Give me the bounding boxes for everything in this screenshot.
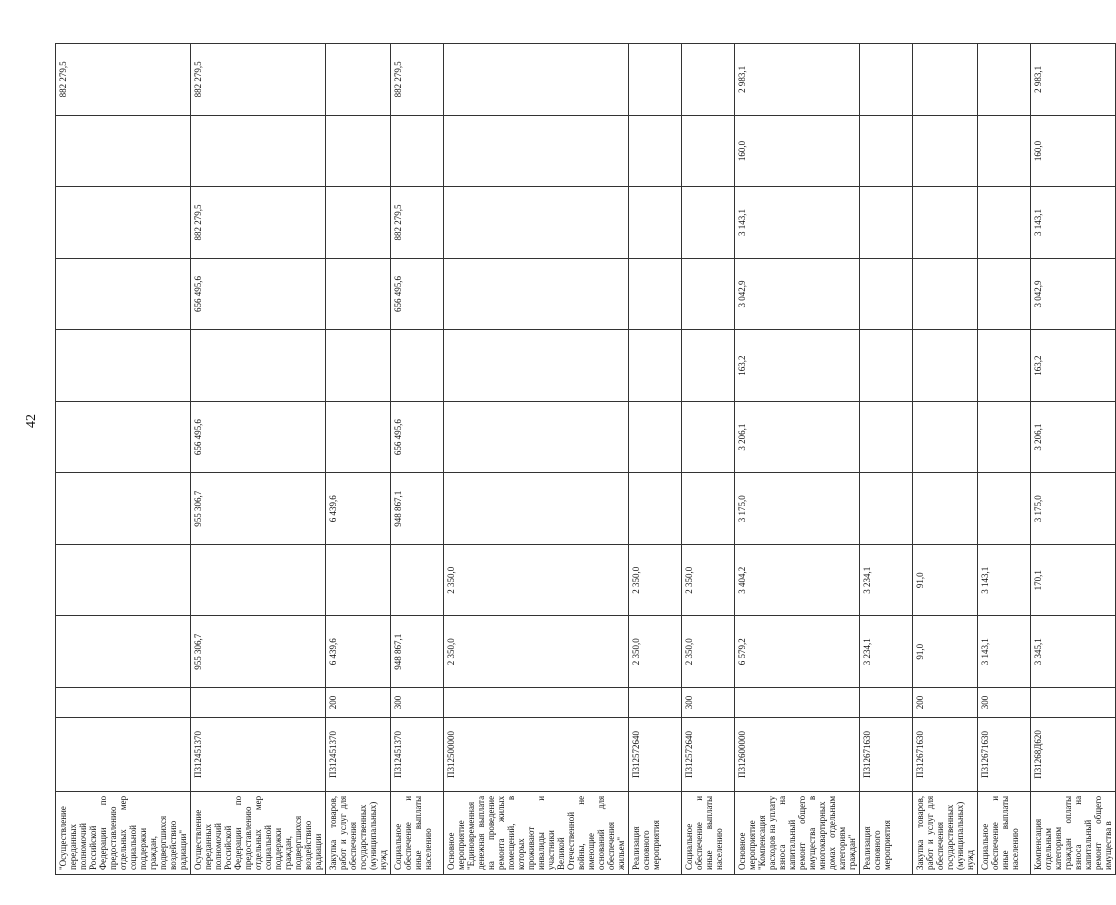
cell-vr — [629, 688, 682, 718]
cell-v3 — [913, 473, 978, 545]
cell-vr — [444, 688, 629, 718]
cell-v8 — [913, 115, 978, 187]
budget-table — [55, 43, 1116, 875]
cell-v9 — [682, 44, 735, 116]
cell-v9 — [860, 44, 913, 116]
cell-code: П312451370 — [191, 718, 326, 792]
cell-v4 — [913, 401, 978, 473]
cell-v5: 163,2 — [1031, 330, 1116, 402]
cell-v4: 656 495,6 — [391, 401, 444, 473]
cell-v8 — [629, 115, 682, 187]
cell-v1: 6 439,6 — [326, 616, 391, 688]
cell-v3: 6 439,6 — [326, 473, 391, 545]
table-row — [191, 44, 326, 875]
cell-v7 — [913, 187, 978, 259]
cell-v6: 3 042,9 — [1031, 258, 1116, 330]
cell-code: П312671630 — [978, 718, 1031, 792]
cell-v2: 2 350,0 — [629, 544, 682, 616]
cell-v3: 3 175,0 — [735, 473, 860, 545]
cell-v7: 3 143,1 — [1031, 187, 1116, 259]
cell-v4 — [978, 401, 1031, 473]
cell-v2 — [191, 544, 326, 616]
cell-v5 — [391, 330, 444, 402]
cell-v9: 882 279,5 — [191, 44, 326, 116]
cell-v8: 160,0 — [735, 115, 860, 187]
table-row — [682, 44, 735, 875]
cell-name: Реализация основного мероприятия — [629, 791, 682, 874]
cell-v2: 2 350,0 — [682, 544, 735, 616]
cell-v3: 955 306,7 — [191, 473, 326, 545]
cell-v2: 170,1 — [1031, 544, 1116, 616]
cell-v3: 948 867,1 — [391, 473, 444, 545]
cell-vr — [860, 688, 913, 718]
cell-v2 — [56, 544, 191, 616]
cell-v7 — [326, 187, 391, 259]
cell-v9 — [629, 44, 682, 116]
cell-name: Социальное обеспечение и иные выплаты населению — [391, 791, 444, 874]
cell-v7 — [444, 187, 629, 259]
cell-code: П31268Д620 — [1031, 718, 1116, 792]
cell-v8 — [978, 115, 1031, 187]
cell-v1: 2 350,0 — [629, 616, 682, 688]
cell-v3 — [629, 473, 682, 545]
cell-vr — [1031, 688, 1116, 718]
cell-v8 — [56, 115, 191, 187]
cell-v9: 2 983,1 — [735, 44, 860, 116]
cell-code: П312451370 — [326, 718, 391, 792]
cell-v3 — [860, 473, 913, 545]
cell-name: Реализация основного мероприятия — [860, 791, 913, 874]
cell-v2: 3 404,2 — [735, 544, 860, 616]
cell-v8 — [860, 115, 913, 187]
cell-v7: 882 279,5 — [391, 187, 444, 259]
cell-v6 — [444, 258, 629, 330]
cell-v6 — [629, 258, 682, 330]
cell-v5 — [326, 330, 391, 402]
cell-v3: 3 175,0 — [1031, 473, 1116, 545]
cell-v6: 656 495,6 — [191, 258, 326, 330]
cell-v1: 948 867,1 — [391, 616, 444, 688]
cell-v5 — [191, 330, 326, 402]
cell-v7: 3 143,1 — [735, 187, 860, 259]
cell-v1: 6 579,2 — [735, 616, 860, 688]
cell-v4: 3 206,1 — [735, 401, 860, 473]
cell-code — [56, 718, 191, 792]
cell-name: Закупка товаров, работ и услуг для обеспечения государственных (муниципальных) нужд — [913, 791, 978, 874]
cell-v5 — [682, 330, 735, 402]
cell-v4 — [326, 401, 391, 473]
table-row — [913, 44, 978, 875]
rotated-table-page — [55, 43, 1113, 875]
cell-code: П312671630 — [913, 718, 978, 792]
cell-v6 — [326, 258, 391, 330]
cell-v3 — [682, 473, 735, 545]
cell-v5: 163,2 — [735, 330, 860, 402]
cell-v7 — [978, 187, 1031, 259]
page-number: 42 — [24, 414, 39, 428]
cell-v1: 2 350,0 — [682, 616, 735, 688]
cell-v6: 656 495,6 — [391, 258, 444, 330]
cell-v4: 3 206,1 — [1031, 401, 1116, 473]
table-row — [735, 44, 860, 875]
cell-vr — [56, 688, 191, 718]
cell-v9 — [326, 44, 391, 116]
cell-name: Основное мероприятие "Компенсация расходов на уплату взноса на капитальный ремонт общего имущества в многоквартирных домах отдельным категориям граждан" — [735, 791, 860, 874]
cell-name: Социальное обеспечение и иные выплаты населению — [682, 791, 735, 874]
cell-v5 — [913, 330, 978, 402]
cell-v4 — [860, 401, 913, 473]
cell-v4 — [629, 401, 682, 473]
cell-v2: 3 143,1 — [978, 544, 1031, 616]
cell-name: Осуществление переданных полномочий Российской Федерации по предоставлению отдельных мер социальной поддержки граждан, подвергшихся воздействию радиации — [191, 791, 326, 874]
cell-v1 — [56, 616, 191, 688]
table-row — [1031, 44, 1116, 875]
cell-v8 — [191, 115, 326, 187]
cell-v5 — [629, 330, 682, 402]
cell-v2: 2 350,0 — [444, 544, 629, 616]
cell-vr: 200 — [326, 688, 391, 718]
cell-code: П312671630 — [860, 718, 913, 792]
cell-code: П312572640 — [682, 718, 735, 792]
cell-v7 — [56, 187, 191, 259]
cell-v3 — [56, 473, 191, 545]
cell-vr: 200 — [913, 688, 978, 718]
cell-vr — [191, 688, 326, 718]
cell-name: Основное мероприятие "Единовременная денежная выплата на проведение ремонта жилых помещений, в которых проживают инвалиды и участники Великой Отечественной войны, не имеющие оснований для обеспечения жильем" — [444, 791, 629, 874]
cell-vr — [735, 688, 860, 718]
cell-v5 — [444, 330, 629, 402]
cell-v8 — [391, 115, 444, 187]
cell-v1: 91,0 — [913, 616, 978, 688]
cell-v4 — [682, 401, 735, 473]
cell-v3 — [978, 473, 1031, 545]
cell-v6 — [56, 258, 191, 330]
cell-v6: 3 042,9 — [735, 258, 860, 330]
cell-v7: 882 279,5 — [191, 187, 326, 259]
cell-v1: 3 143,1 — [978, 616, 1031, 688]
table-row — [860, 44, 913, 875]
cell-v6 — [978, 258, 1031, 330]
cell-v9: 882 279,5 — [391, 44, 444, 116]
cell-v2 — [391, 544, 444, 616]
cell-v4: 656 495,6 — [191, 401, 326, 473]
cell-v3 — [444, 473, 629, 545]
cell-v4 — [444, 401, 629, 473]
cell-v1: 955 306,7 — [191, 616, 326, 688]
cell-name: Социальное обеспечение и иные выплаты населению — [978, 791, 1031, 874]
cell-v9 — [444, 44, 629, 116]
cell-v9 — [978, 44, 1031, 116]
table-row — [56, 44, 191, 875]
cell-v7 — [860, 187, 913, 259]
cell-v2: 91,0 — [913, 544, 978, 616]
cell-v8 — [444, 115, 629, 187]
cell-v6 — [913, 258, 978, 330]
cell-v9: 882 279,5 — [56, 44, 191, 116]
cell-v6 — [860, 258, 913, 330]
cell-v8 — [326, 115, 391, 187]
table-row — [629, 44, 682, 875]
cell-v5 — [978, 330, 1031, 402]
cell-vr: 300 — [682, 688, 735, 718]
cell-v8 — [682, 115, 735, 187]
cell-v2 — [326, 544, 391, 616]
table-row — [978, 44, 1031, 875]
cell-name: "Осуществление переданных полномочий Российской Федерации по предоставлению отдельных мер социальной поддержки граждан, подвергшихся воздействию радиации" — [56, 791, 191, 874]
cell-v5 — [56, 330, 191, 402]
cell-v7 — [629, 187, 682, 259]
cell-v1: 3 234,1 — [860, 616, 913, 688]
cell-name: Компенсация отдельным категориям граждан оплаты взноса на капитальный ремонт общего имущества в — [1031, 791, 1116, 874]
table-row — [326, 44, 391, 875]
cell-name: Закупка товаров, работ и услуг для обеспечения государственных (муниципальных) нужд — [326, 791, 391, 874]
cell-code: П312600000 — [735, 718, 860, 792]
cell-v8: 160,0 — [1031, 115, 1116, 187]
cell-v9 — [913, 44, 978, 116]
cell-v4 — [56, 401, 191, 473]
cell-v6 — [682, 258, 735, 330]
table-row — [444, 44, 629, 875]
cell-v9: 2 983,1 — [1031, 44, 1116, 116]
cell-vr: 300 — [978, 688, 1031, 718]
cell-vr: 300 — [391, 688, 444, 718]
cell-code: П312500000 — [444, 718, 629, 792]
cell-v1: 3 345,1 — [1031, 616, 1116, 688]
cell-v1: 2 350,0 — [444, 616, 629, 688]
cell-code: П312451370 — [391, 718, 444, 792]
cell-v7 — [682, 187, 735, 259]
cell-v2: 3 234,1 — [860, 544, 913, 616]
table-row — [391, 44, 444, 875]
cell-v5 — [860, 330, 913, 402]
cell-code: П312572640 — [629, 718, 682, 792]
